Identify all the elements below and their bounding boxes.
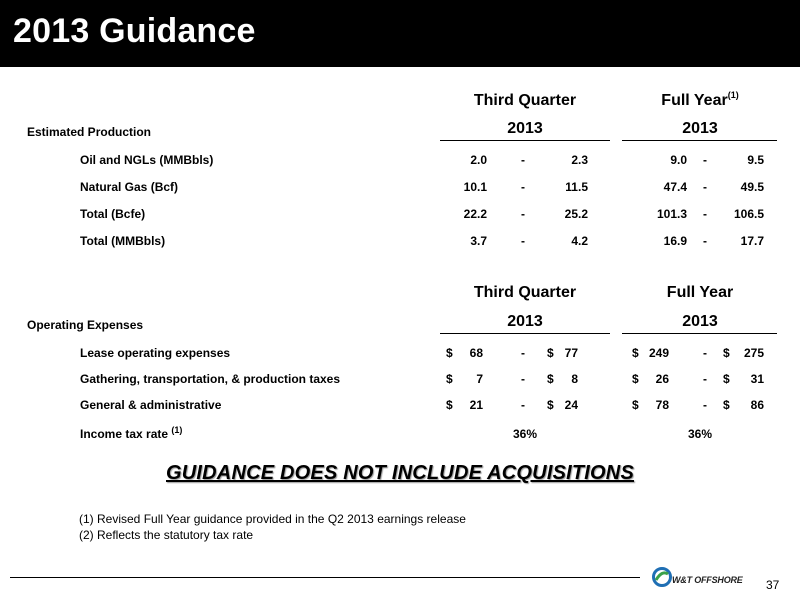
currency-symbol: $ bbox=[446, 346, 453, 360]
expenses-q3-high: 24 bbox=[564, 398, 578, 412]
production-q3-sep: - bbox=[521, 153, 525, 167]
production-fy-high: 17.7 bbox=[740, 234, 764, 248]
expenses-fy-high: 31 bbox=[750, 372, 764, 386]
currency-symbol: $ bbox=[547, 398, 554, 412]
expenses-fy-low: 249 bbox=[648, 346, 669, 360]
tax-rate-q3: 36% bbox=[512, 427, 538, 441]
expenses-fy-sep: - bbox=[703, 346, 707, 360]
expenses-q3-sep: - bbox=[521, 346, 525, 360]
production-q3-low: 10.1 bbox=[463, 180, 487, 194]
production-q3-sep: - bbox=[521, 234, 525, 248]
expenses-q3-high: 8 bbox=[571, 372, 578, 386]
expenses-fy-low: 26 bbox=[655, 372, 669, 386]
expenses-year-q3: 2013 bbox=[507, 313, 543, 330]
footnote-1: (1) Revised Full Year guidance provided in the Q2 2013 earnings release bbox=[79, 512, 466, 526]
production-fy-underline bbox=[622, 140, 777, 141]
expenses-q3-low: 68 bbox=[469, 346, 483, 360]
currency-symbol: $ bbox=[446, 372, 453, 386]
production-q3-sep: - bbox=[521, 180, 525, 194]
expenses-fy-low: 78 bbox=[655, 398, 669, 412]
production-year-q3: 2013 bbox=[507, 120, 543, 137]
production-q3-low: 22.2 bbox=[463, 207, 487, 221]
logo-text: W&T OFFSHORE bbox=[672, 575, 743, 585]
currency-symbol: $ bbox=[547, 372, 554, 386]
expenses-q3-underline bbox=[440, 333, 610, 334]
expenses-q3-sep: - bbox=[521, 398, 525, 412]
production-row-label: Total (MMBbls) bbox=[80, 234, 166, 248]
production-q3-high: 11.5 bbox=[565, 180, 588, 194]
production-col-fy-text: Full Year bbox=[661, 92, 728, 109]
currency-symbol: $ bbox=[723, 346, 730, 360]
acquisitions-banner: GUIDANCE DOES NOT INCLUDE ACQUISITIONS bbox=[166, 462, 634, 484]
expenses-q3-high: 77 bbox=[564, 346, 578, 360]
expenses-col-fy: Full Year bbox=[666, 284, 734, 301]
production-fy-sep: - bbox=[703, 234, 707, 248]
production-fy-sep: - bbox=[703, 153, 707, 167]
production-section-label: Estimated Production bbox=[27, 125, 152, 139]
production-fy-high: 106.5 bbox=[733, 207, 764, 221]
production-col-fy-note: (1) bbox=[727, 90, 739, 100]
production-col-q3: Third Quarter bbox=[473, 92, 577, 109]
production-fy-low: 16.9 bbox=[663, 234, 687, 248]
expenses-q3-low: 21 bbox=[469, 398, 483, 412]
production-row-label: Oil and NGLs (MMBbls) bbox=[80, 153, 214, 167]
tax-rate-note: (1) bbox=[171, 425, 183, 435]
production-q3-high: 4.2 bbox=[571, 234, 588, 248]
expenses-fy-high: 275 bbox=[743, 346, 764, 360]
title-bar bbox=[0, 0, 800, 67]
tax-rate-fy: 36% bbox=[687, 427, 713, 441]
expenses-fy-sep: - bbox=[703, 372, 707, 386]
tax-rate-label-text: Income tax rate bbox=[80, 427, 169, 441]
production-fy-high: 49.5 bbox=[740, 180, 764, 194]
expenses-year-fy: 2013 bbox=[682, 313, 718, 330]
production-fy-low: 9.0 bbox=[670, 153, 687, 167]
page-title: 2013 Guidance bbox=[13, 12, 256, 50]
production-q3-high: 25.2 bbox=[564, 207, 588, 221]
expenses-row-label: Lease operating expenses bbox=[80, 346, 231, 360]
expenses-row-label: General & administrative bbox=[80, 398, 222, 412]
production-q3-low: 3.7 bbox=[470, 234, 487, 248]
footnote-2: (2) Reflects the statutory tax rate bbox=[79, 528, 254, 542]
expenses-q3-low: 7 bbox=[476, 372, 483, 386]
production-row-label: Total (Bcfe) bbox=[80, 207, 146, 221]
production-q3-underline bbox=[440, 140, 610, 141]
production-fy-low: 47.4 bbox=[663, 180, 687, 194]
production-year-fy: 2013 bbox=[682, 120, 718, 137]
currency-symbol: $ bbox=[723, 372, 730, 386]
footer-rule bbox=[10, 577, 640, 578]
production-fy-low: 101.3 bbox=[656, 207, 687, 221]
currency-symbol: $ bbox=[632, 346, 639, 360]
production-fy-high: 9.5 bbox=[747, 153, 764, 167]
currency-symbol: $ bbox=[723, 398, 730, 412]
production-q3-low: 2.0 bbox=[470, 153, 487, 167]
currency-symbol: $ bbox=[547, 346, 554, 360]
page-number: 37 bbox=[766, 578, 780, 592]
currency-symbol: $ bbox=[632, 398, 639, 412]
production-fy-sep: - bbox=[703, 207, 707, 221]
currency-symbol: $ bbox=[446, 398, 453, 412]
expenses-fy-underline bbox=[622, 333, 777, 334]
wt-offshore-logo-icon bbox=[652, 567, 672, 587]
tax-rate-label bbox=[80, 427, 182, 441]
production-col-fy bbox=[625, 92, 775, 110]
currency-symbol: $ bbox=[632, 372, 639, 386]
production-fy-sep: - bbox=[703, 180, 707, 194]
expenses-fy-high: 86 bbox=[750, 398, 764, 412]
expenses-q3-sep: - bbox=[521, 372, 525, 386]
production-q3-sep: - bbox=[521, 207, 525, 221]
production-q3-high: 2.3 bbox=[571, 153, 588, 167]
expenses-fy-sep: - bbox=[703, 398, 707, 412]
expenses-col-q3: Third Quarter bbox=[473, 284, 577, 301]
expenses-section-label: Operating Expenses bbox=[27, 318, 144, 332]
production-row-label: Natural Gas (Bcf) bbox=[80, 180, 179, 194]
expenses-row-label: Gathering, transportation, & production taxes bbox=[80, 372, 341, 386]
